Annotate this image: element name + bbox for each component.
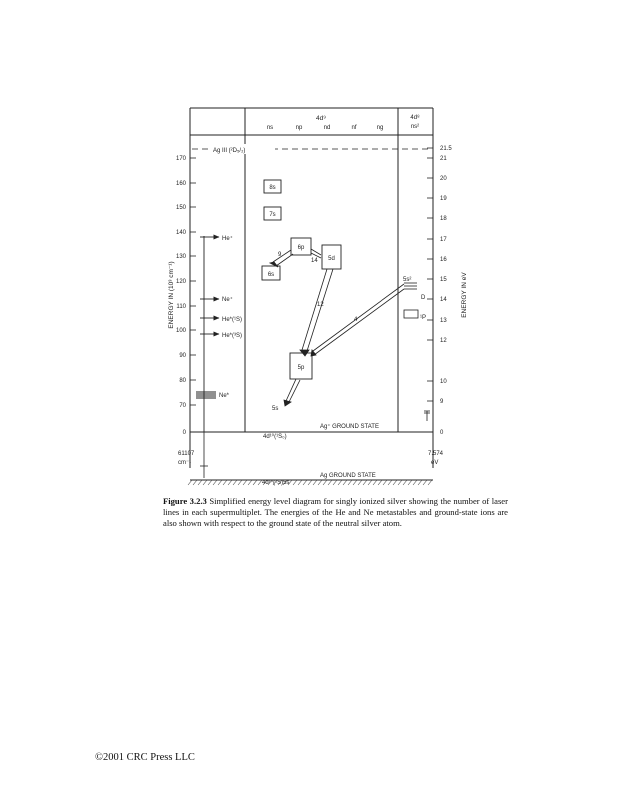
box-7s-label: 7s: [269, 212, 276, 218]
right-bottom-unit: eV: [431, 460, 439, 466]
right-axis-break: [424, 411, 430, 421]
left-tick-0: 0: [182, 430, 186, 436]
right-tick-20: 20: [440, 176, 447, 182]
ion-ground-label: Ag⁺ GROUND STATE: [320, 424, 379, 430]
neutral-ground-config: 4d¹⁰(¹S)5s: [262, 480, 290, 486]
copyright-footer: ©2001 CRC Press LLC: [95, 752, 195, 763]
count-9: 9: [278, 252, 282, 258]
header-config-right-top: 4d⁸: [410, 115, 420, 121]
transition-arrows: [267, 249, 404, 406]
box-6p-label: 6p: [297, 245, 305, 251]
right-tick-16: 16: [440, 257, 447, 263]
figure-number: Figure 3.2.3: [163, 496, 207, 506]
he-meta-1s-label: He*(¹S): [222, 317, 243, 323]
right-tick-19: 19: [440, 196, 447, 202]
ne-plus-label: Ne⁺: [222, 297, 233, 303]
left-tick-110: 110: [176, 304, 186, 310]
five-s-label: 5s: [272, 406, 279, 412]
box-6s-label: 6s: [267, 272, 275, 278]
right-tick-17: 17: [440, 237, 447, 243]
ion-ground-config: 4d¹⁰(¹S₀): [263, 434, 287, 440]
left-tick-150: 150: [175, 205, 186, 211]
left-axis-label: ENERGY IN (10³ cm⁻¹): [168, 261, 175, 329]
right-tick-10: 10: [440, 379, 447, 385]
header-config-right-bottom: ns²: [410, 124, 420, 130]
right-tick-12: 12: [440, 338, 447, 344]
count-12: 12: [317, 302, 324, 308]
right-tick-21: 21: [440, 156, 447, 162]
series-np: np: [295, 125, 303, 131]
series-ng: ng: [376, 125, 384, 131]
series-nd: nd: [323, 125, 331, 131]
right-tick-9: 9: [440, 399, 444, 405]
series-ns: ns: [266, 125, 274, 131]
ag-iii-label: Ag III (²D₅/₂): [213, 148, 246, 154]
five-s2-block: [404, 283, 418, 318]
left-tick-120: 120: [175, 279, 186, 285]
right-tick-14: 14: [440, 297, 447, 303]
left-tick-170: 170: [175, 156, 186, 162]
figure-caption: [163, 496, 508, 529]
left-tick-70: 70: [179, 403, 186, 409]
ne-meta-label: Ne*: [219, 393, 230, 399]
box-5d-label: 5d: [328, 256, 335, 262]
count-4: 4: [354, 317, 358, 323]
caption-text: Simplified energy level diagram for singly ionized silver showing the number of laser lines in each supermultiplet. The energies of the He and Ne metastables and ground-state ions are also shown with respect to the ground state of the neutral silver atom.: [163, 496, 508, 528]
right-axis-ticks: [427, 148, 433, 432]
right-tick-0: 0: [440, 430, 444, 436]
right-tick-15: 15: [440, 277, 447, 283]
neutral-ground-label: Ag GROUND STATE: [320, 473, 376, 479]
five-s2-d-label: D: [421, 295, 426, 301]
five-s2-p-label: ¹P: [420, 315, 426, 321]
box-8s-label: 8s: [269, 185, 276, 191]
left-tick-100: 100: [175, 328, 186, 334]
left-bottom-value: 61107: [178, 451, 195, 457]
left-tick-140: 140: [175, 230, 186, 236]
series-nf: nf: [351, 125, 357, 131]
left-tick-90: 90: [179, 353, 186, 359]
he-plus-label: He⁺: [222, 236, 233, 242]
five-s2-label: 5s²: [403, 277, 412, 283]
ne-meta-level: [196, 392, 216, 398]
left-bottom-unit: cm⁻¹: [178, 460, 192, 466]
right-bottom-value: 7.574: [428, 451, 444, 457]
count-14: 14: [311, 258, 318, 264]
right-tick-13: 13: [440, 318, 447, 324]
right-tick-18: 18: [440, 216, 447, 222]
neutral-ground-line: [188, 480, 433, 485]
he-meta-3s-label: He*(³S): [222, 333, 243, 339]
left-tick-80: 80: [179, 378, 186, 384]
right-axis-label: ENERGY IN eV: [461, 272, 468, 318]
diagram-frame: [190, 108, 433, 468]
left-axis: [190, 158, 204, 432]
header-config-4d9: 4d⁹: [315, 115, 327, 122]
box-5p-label: 5p: [297, 365, 305, 371]
right-tick-21-5: 21.5: [440, 146, 452, 152]
left-tick-130: 130: [175, 254, 186, 260]
left-tick-160: 160: [175, 181, 186, 187]
